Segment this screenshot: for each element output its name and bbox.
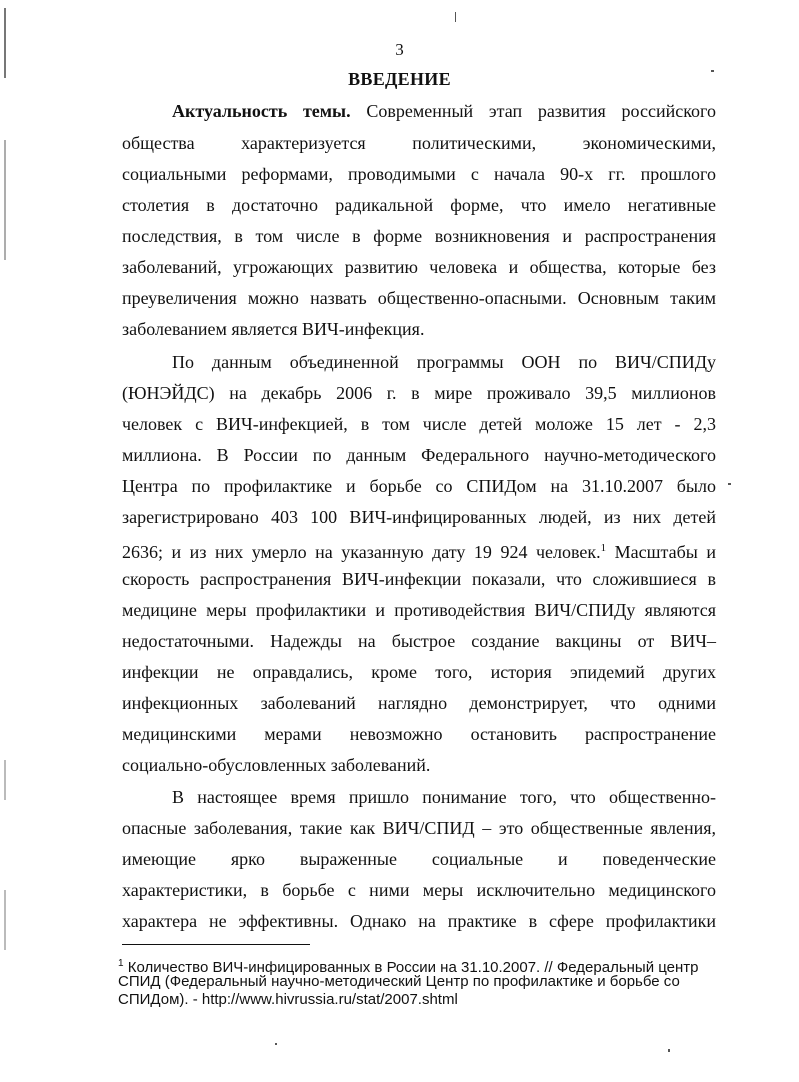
scan-speck <box>455 12 456 22</box>
section-label: Актуальность темы. <box>172 101 351 121</box>
footnote-mark: 1 <box>118 958 124 969</box>
text-line: характеристики, в борьбе с ними меры исключительно медицинского <box>122 880 716 900</box>
text-line: 2636; и из них умерло на указанную дату 19 924 человек.$^1$ Масштабы и <box>122 542 716 562</box>
text-line: человек с ВИЧ-инфекцией, в том числе детей моложе 15 лет - 2,3 <box>122 414 716 434</box>
text-line: (ЮНЭЙДС) на декабрь 2006 г. в мире проживало 39,5 миллионов <box>122 383 716 403</box>
scan-speck <box>275 1043 277 1045</box>
text-line: По данным объединенной программы ООН по ВИЧ/СПИДу <box>172 352 716 372</box>
text-line: Актуальность темы. Современный этап развития российского <box>172 101 716 121</box>
text-line: заболеваний, угрожающих развитию человека и общества, которые без <box>122 257 716 277</box>
footnote-line: СПИД (Федеральный научно-методический Центр по профилактике и борьбе со <box>118 973 680 990</box>
text-line: миллиона. В России по данным Федерального научно-методического <box>122 445 716 465</box>
text-line: преувеличения можно назвать общественно-опасными. Основным таким <box>122 288 716 308</box>
text-line: заболеванием является ВИЧ-инфекция. <box>122 319 425 339</box>
text-line: социальными реформами, проводимыми с начала 90-х гг. прошлого <box>122 164 716 184</box>
text-line: Центра по профилактике и борьбе со СПИДом на 31.10.2007 было <box>122 476 716 496</box>
text-line: имеющие ярко выраженные социальные и поведенческие <box>122 849 716 869</box>
text-line: столетия в достаточно радикальной форме, что имело негативные <box>122 195 716 215</box>
text-line: общества характеризуется политическими, экономическими, <box>122 133 716 153</box>
footnote-separator <box>122 944 310 945</box>
text-line: В настоящее время пришло понимание того, что общественно- <box>172 787 716 807</box>
scan-speck <box>668 1049 670 1052</box>
text-line: социально-обусловленных заболеваний. <box>122 755 431 775</box>
scan-edge-mark <box>4 760 6 800</box>
text-line: зарегистрировано 403 100 ВИЧ-инфицированных людей, из них детей <box>122 507 716 527</box>
text-line: опасные заболевания, такие как ВИЧ/СПИД – это общественные явления, <box>122 818 716 838</box>
scan-edge-mark <box>4 890 6 950</box>
footnote-reference[interactable]: 1 <box>600 542 607 554</box>
text-line: характера не эффективны. Однако на практике в сфере профилактики <box>122 911 716 931</box>
text-line: скорость распространения ВИЧ-инфекции показали, что сложившиеся в <box>122 569 716 589</box>
text-line: инфекционных заболеваний наглядно демонстрирует, что одними <box>122 693 716 713</box>
scan-edge-mark <box>4 140 6 260</box>
text-line: последствия, в том числе в форме возникновения и распространения <box>122 226 716 246</box>
text-line: недостаточными. Надежды на быстрое создание вакцины от ВИЧ– <box>122 631 716 651</box>
page-heading: ВВЕДЕНИЕ <box>348 69 451 89</box>
scan-speck <box>728 483 731 485</box>
page-number: 3 <box>395 40 404 59</box>
text-line: медицине меры профилактики и противодействия ВИЧ/СПИДу являются <box>122 600 716 620</box>
text-line: инфекции не оправдались, кроме того, история эпидемий других <box>122 662 716 682</box>
footnote-line: $^1$ Количество ВИЧ-инфицированных в России на 31.10.2007. // Федеральный центр <box>118 958 699 976</box>
text-line: медицинскими мерами невозможно остановить распространение <box>122 724 716 744</box>
footnote-link-line[interactable]: СПИДом). - http://www.hivrussia.ru/stat/2007.shtml <box>118 991 458 1008</box>
